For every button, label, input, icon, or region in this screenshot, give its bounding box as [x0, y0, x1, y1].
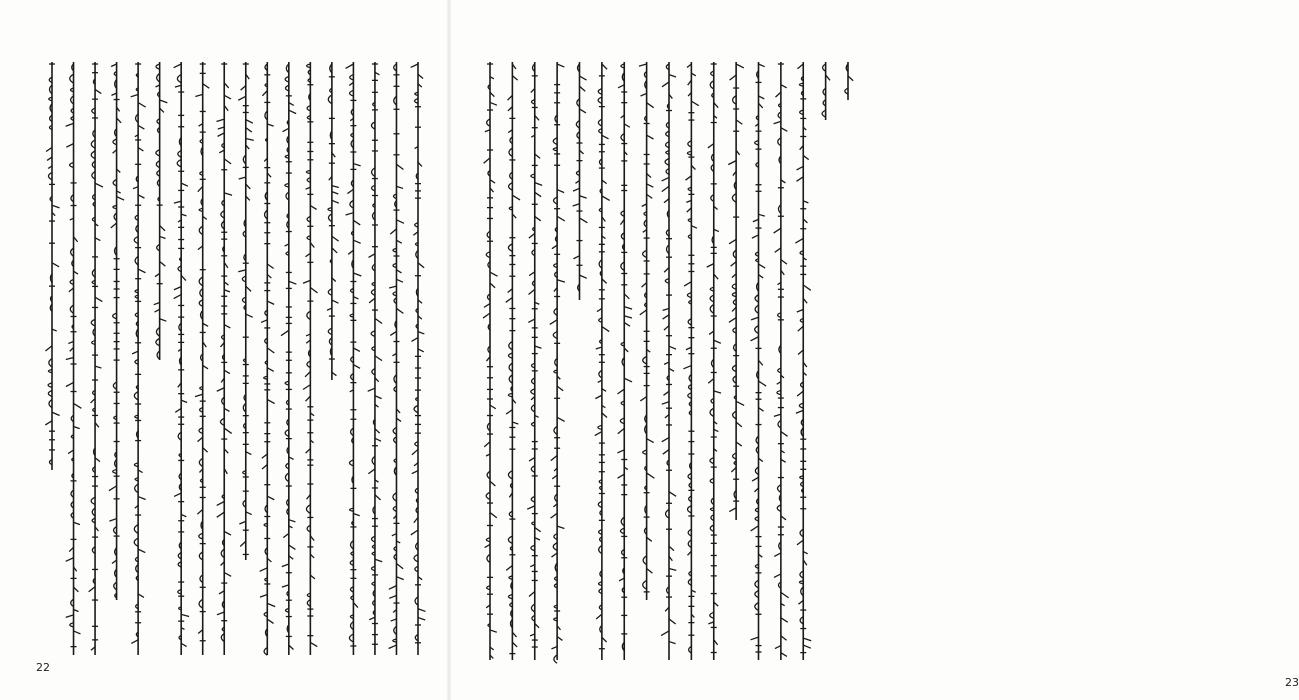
right-page-text-columns: [450, 0, 899, 700]
text-column: [154, 62, 168, 360]
text-column: [389, 62, 404, 655]
text-column: [845, 62, 853, 100]
left-page: [0, 0, 449, 700]
text-column: [595, 62, 610, 660]
text-column: [661, 62, 676, 660]
text-column: [45, 62, 59, 470]
text-column: [527, 62, 542, 660]
text-column: [327, 62, 339, 380]
text-column: [109, 62, 124, 600]
text-column: [195, 62, 209, 655]
text-column: [411, 62, 426, 655]
text-column: [238, 62, 253, 560]
text-column: [174, 62, 189, 655]
text-column: [683, 62, 698, 660]
text-column: [89, 62, 103, 655]
right-page: [450, 0, 1299, 700]
text-column: [303, 62, 318, 655]
text-column: [346, 62, 362, 655]
text-column: [131, 62, 146, 655]
text-column: [822, 62, 830, 120]
text-column: [774, 62, 789, 660]
text-column: [795, 62, 811, 660]
text-column: [216, 62, 232, 655]
text-column: [483, 62, 497, 660]
text-column: [281, 62, 296, 655]
text-column: [573, 62, 588, 300]
text-column: [66, 62, 82, 655]
left-page-text-columns: [0, 0, 449, 700]
text-column: [550, 62, 565, 663]
text-column: [728, 62, 744, 520]
text-column: [639, 62, 654, 600]
text-column: [368, 62, 383, 655]
text-column: [617, 62, 632, 660]
text-column: [707, 62, 721, 660]
text-column: [506, 62, 520, 660]
text-column: [751, 62, 767, 660]
right-page-number: 23: [1285, 676, 1299, 689]
left-page-number: 22: [36, 661, 50, 674]
text-column: [260, 62, 275, 655]
